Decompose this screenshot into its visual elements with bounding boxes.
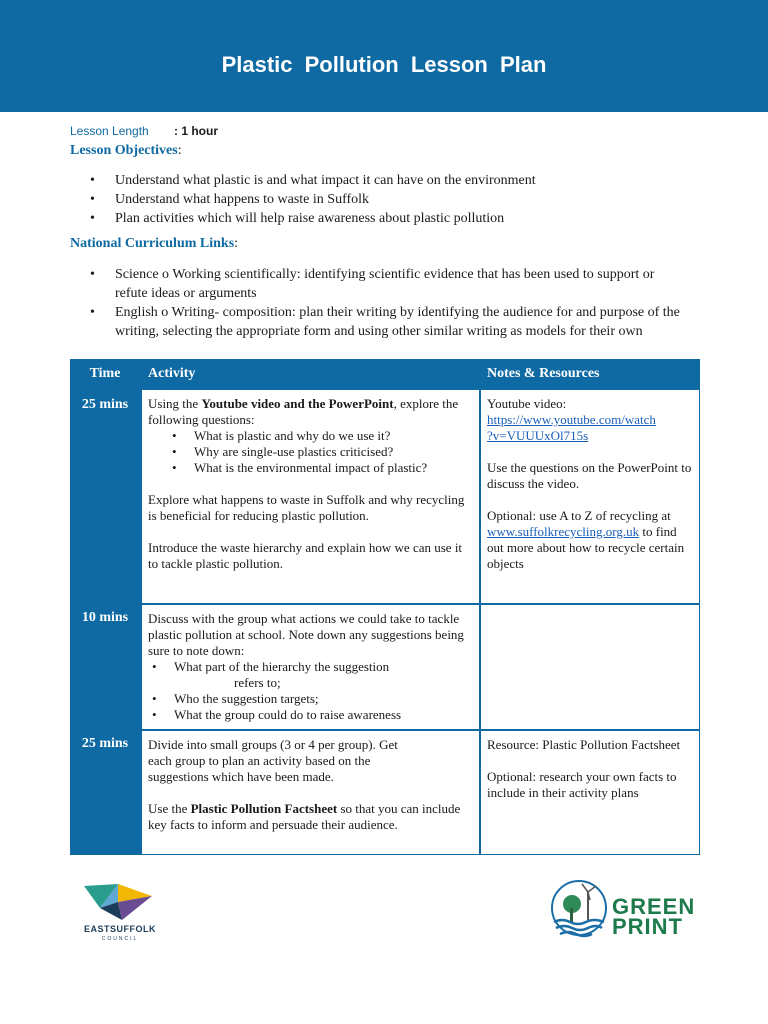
- header-notes: Notes & Resources: [487, 366, 600, 381]
- row3-notes-para1: Resource: Plastic Pollution Factsheet: [487, 737, 681, 752]
- header-activity: Activity: [148, 366, 196, 381]
- page-title: Plastic Pollution Lesson Plan: [221, 52, 547, 77]
- objectives-title: Lesson Objectives: [70, 143, 178, 158]
- row2-notes: [481, 605, 699, 729]
- row3-notes-para2: Optional: research your own facts to include in their activity plans: [487, 769, 677, 800]
- row3-line2: each group to plan an activity based on the: [148, 753, 371, 768]
- row1-intro-bold: Youtube video and the PowerPoint: [201, 396, 394, 411]
- list-item: • Who the suggestion targets;: [148, 691, 473, 707]
- spacer: [148, 524, 473, 540]
- row3-para2: [148, 801, 473, 833]
- green-print-line2: PRINT: [612, 914, 683, 939]
- row3-para2-post: so that you can include key facts to inform and persuade their audience.: [148, 801, 461, 832]
- row1-notes-para3: [487, 508, 693, 572]
- curriculum-title: National Curriculum Links: [70, 236, 235, 251]
- east-suffolk-logo: [78, 878, 162, 948]
- row1-intro: [148, 396, 473, 428]
- list-item: • What the group could do to raise awareness: [148, 707, 473, 723]
- row1-notes-para3-post: to find out more about how to recycle certain objects: [487, 524, 685, 571]
- row3-time: 25 mins: [81, 736, 129, 751]
- row1-time: 25 mins: [81, 397, 129, 412]
- row1-notes: [481, 390, 699, 603]
- list-item: • What is the environmental impact of plastic?: [148, 460, 473, 476]
- east-suffolk-mark-icon: [78, 878, 162, 924]
- row2-activity: [142, 605, 479, 729]
- green-print-line1: GREEN: [612, 894, 696, 919]
- header-time: Time: [89, 366, 121, 381]
- row3-para2-pre: Use the: [148, 801, 191, 816]
- row2-intro: Discuss with the group what actions we could take to tackle plastic pollution at school. Note down any suggestions being sure to note down:: [148, 611, 464, 658]
- youtube-link-cont[interactable]: ?v=VUUUxOl715s: [487, 428, 589, 443]
- list-item: • Plan activities which will help raise awareness about plastic pollution: [90, 209, 690, 228]
- row1-intro-pre: Using the: [148, 396, 202, 411]
- lesson-length-label: Lesson Length: [70, 124, 149, 138]
- list-item: • Why are single-use plastics criticised?: [148, 444, 473, 460]
- spacer: [487, 492, 693, 508]
- list-item: • Understand what happens to waste in Suffolk: [90, 190, 690, 209]
- row3-notes: [481, 731, 699, 854]
- row3-line1: Divide into small groups (3 or 4 per group). Get: [148, 737, 398, 752]
- east-suffolk-name: EASTSUFFOLK: [84, 924, 156, 934]
- objectives-heading: [70, 143, 182, 159]
- spacer: [148, 785, 473, 801]
- row3-activity: [142, 731, 479, 854]
- row3-para2-bold: Plastic Pollution Factsheet: [190, 801, 338, 816]
- suffolk-recycling-link[interactable]: www.suffolkrecycling.org.uk: [487, 524, 640, 539]
- list-item: • Science o Working scientifically: identifying scientific evidence that has been used to support or refute ideas or arguments: [90, 265, 690, 303]
- lesson-length: [70, 124, 218, 138]
- row1-para2: Explore what happens to waste in Suffolk and why recycling is beneficial for reducing plastic pollution.: [148, 492, 465, 523]
- spacer: [148, 476, 473, 492]
- list-item: • Understand what plastic is and what impact it can have on the environment: [90, 171, 690, 190]
- curriculum-list: [90, 265, 690, 341]
- row1-notes-para2: Use the questions on the PowerPoint to discuss the video.: [487, 460, 692, 491]
- header-banner: [0, 0, 768, 112]
- youtube-link[interactable]: https://www.youtube.com/watch: [487, 412, 656, 427]
- list-item: • What is plastic and why do we use it?: [148, 428, 473, 444]
- lesson-table: [70, 359, 700, 855]
- list-item: [148, 659, 473, 691]
- curriculum-heading: [70, 236, 238, 252]
- row1-para3: Introduce the waste hierarchy and explain how we can use it to tackle plastic pollution.: [148, 540, 463, 571]
- row2-item1: What part of the hierarchy the suggestion: [174, 659, 390, 674]
- green-print-emblem-icon: [550, 878, 608, 942]
- objectives-colon: :: [177, 143, 182, 158]
- list-item: • English o Writing- composition: plan their writing by identifying the audience for and purpose of the writing, selecting the appropriate form and using other similar writing as models for their own: [90, 303, 690, 341]
- row3-line3: suggestions which have been made.: [148, 769, 334, 784]
- green-print-logo: [548, 876, 698, 946]
- row1-video-label: Youtube video:: [487, 396, 567, 411]
- row2-item1-cont: refers to;: [234, 675, 281, 690]
- row1-notes-para3-pre: Optional: use A to Z of recycling at: [487, 508, 671, 523]
- spacer: [487, 753, 693, 769]
- row1-questions: [148, 428, 473, 476]
- row1-activity: [142, 390, 479, 603]
- lesson-length-value: : 1 hour: [174, 124, 218, 138]
- curriculum-colon: :: [234, 236, 239, 251]
- row2-time: 10 mins: [81, 610, 129, 625]
- objectives-list: [90, 171, 690, 228]
- spacer: [487, 444, 693, 460]
- row1-intro-post: , explore the following questions:: [148, 396, 459, 427]
- row2-list: [148, 659, 473, 723]
- east-suffolk-sub: COUNCIL: [101, 936, 139, 942]
